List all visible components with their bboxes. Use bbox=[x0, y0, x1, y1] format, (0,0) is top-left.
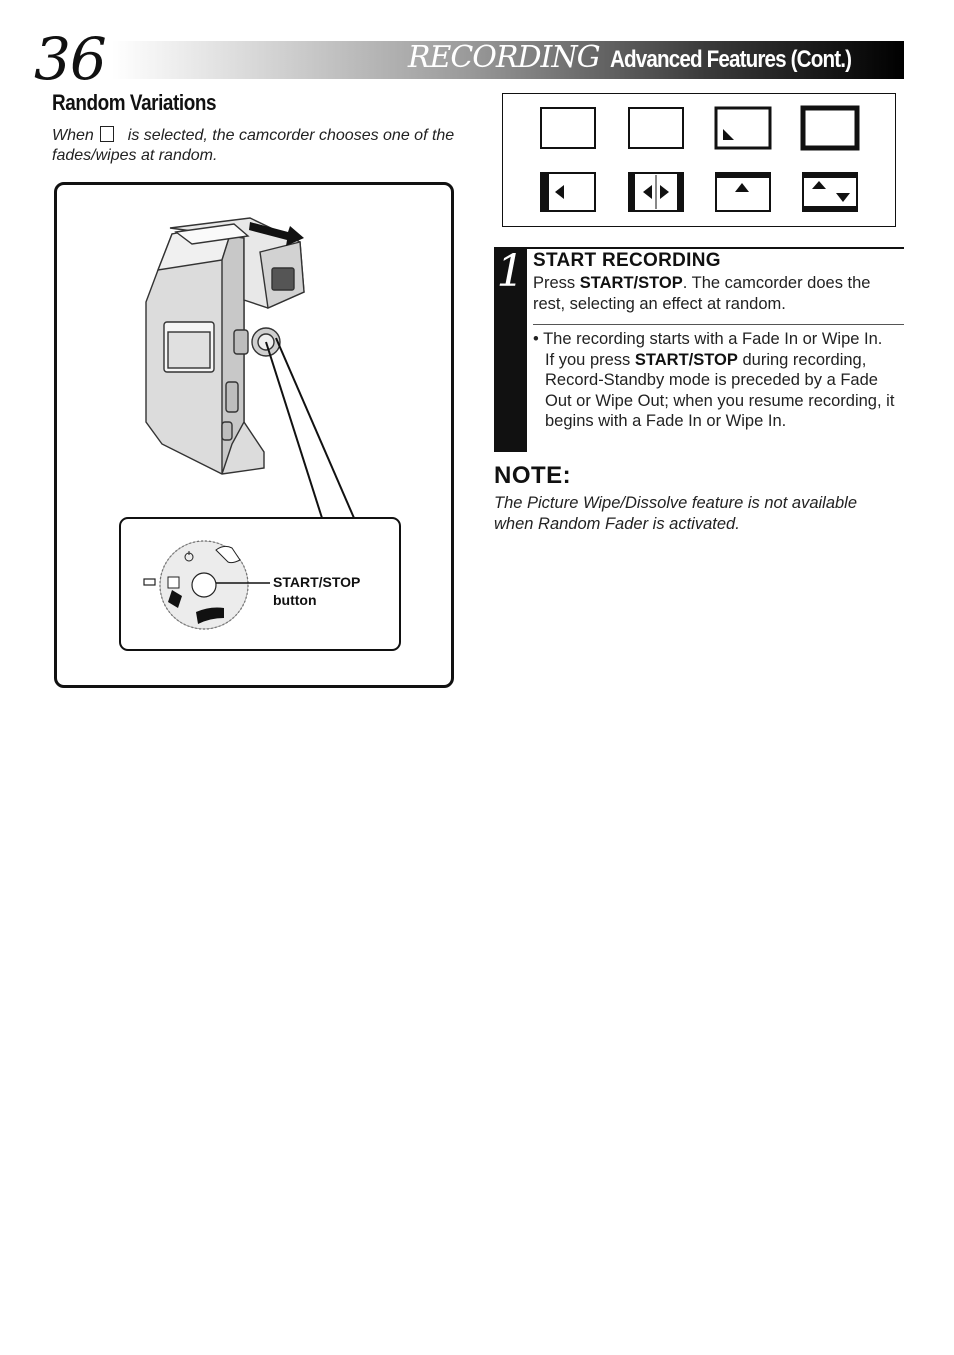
note-heading: NOTE: bbox=[494, 462, 572, 489]
step-1-text bbox=[533, 273, 893, 315]
fade-white-icon bbox=[541, 108, 595, 148]
step-divider-mid bbox=[533, 324, 904, 325]
bullet-bold: START/STOP bbox=[634, 350, 738, 369]
fader-effects-icons bbox=[502, 93, 896, 227]
start-stop-button-drawing bbox=[192, 573, 216, 597]
intro-paragraph bbox=[52, 126, 472, 166]
page-title bbox=[408, 40, 890, 80]
step-1-text-prefix: Press bbox=[533, 274, 576, 292]
page-title-sub: Advanced Features (Cont.) bbox=[609, 46, 851, 73]
door-wipe-icon bbox=[629, 173, 683, 211]
mode-indicator-mark bbox=[144, 579, 155, 585]
page-number: 36 bbox=[34, 25, 106, 93]
bullet-part2: during recording, Record-Standby mode is preceded by a Fade Out or Wipe Out; when you resume recording, it begins with a Fade In or Wipe In. bbox=[545, 350, 895, 431]
shutter-wipe-icon bbox=[803, 173, 857, 211]
step-1-number: 1 bbox=[496, 246, 525, 297]
camcorder-illustration bbox=[54, 182, 454, 688]
intro-before: When bbox=[52, 127, 94, 144]
step-1-text-suffix: . The camcorder does the rest, selecting an effect at random. bbox=[533, 274, 871, 313]
start-stop-callout-line1: START/STOP bbox=[273, 574, 361, 590]
section-heading: Random Variations bbox=[52, 90, 217, 115]
step-1-text-bold: START/STOP bbox=[579, 274, 683, 292]
note-text: The Picture Wipe/Dissolve feature is not available when Random Fader is activated. bbox=[494, 494, 858, 533]
scroll-wipe-icon bbox=[716, 173, 770, 211]
intro-after: is selected, the camcorder chooses one of the fades/wipes at random. bbox=[52, 127, 455, 164]
random-mode-icon bbox=[100, 126, 114, 142]
step-1-bullet bbox=[533, 329, 895, 432]
bullet-part1: • The recording starts with a Fade In or Wipe In. If you press bbox=[533, 330, 883, 369]
slide-wipe-icon bbox=[541, 173, 595, 211]
corner-wipe-icon bbox=[716, 108, 770, 148]
window-wipe-icon bbox=[803, 108, 857, 148]
start-stop-callout-line2: button bbox=[273, 592, 317, 608]
fade-black-icon bbox=[629, 108, 683, 148]
step-1-title: START RECORDING bbox=[533, 250, 721, 271]
page-title-main: RECORDING bbox=[407, 40, 600, 75]
